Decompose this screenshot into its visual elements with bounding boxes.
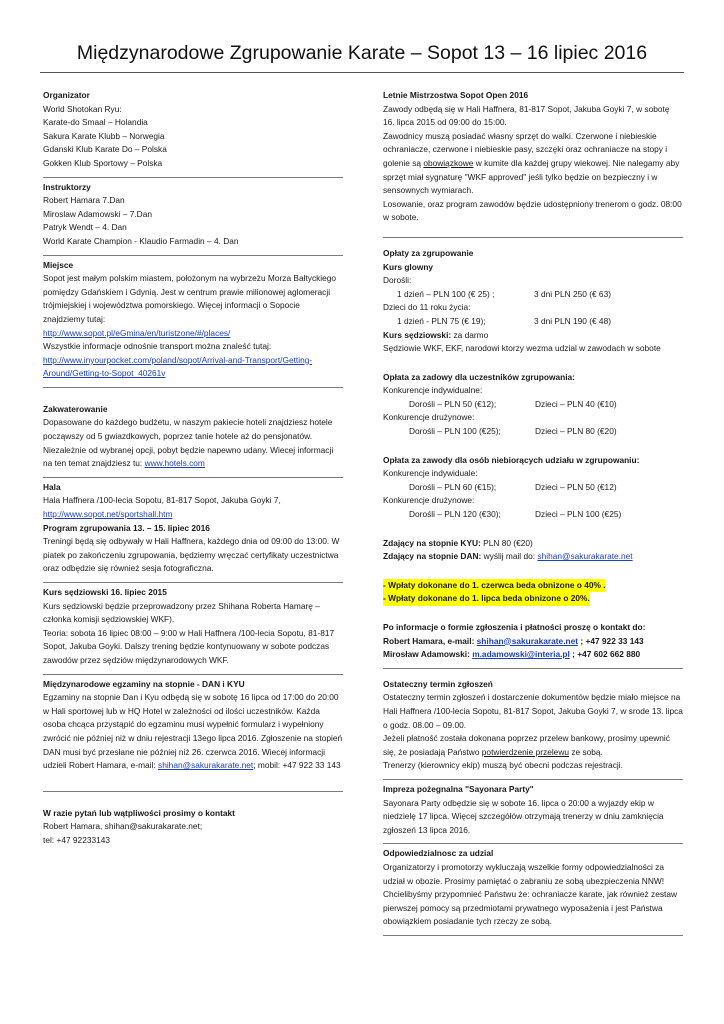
oplata-uczestnicy-heading: Opłata za zadowy dla uczestników zgrupowania: — [383, 371, 575, 382]
miejsce-heading: Miejsce — [43, 259, 74, 270]
kontakt-line: tel: +47 92233143 — [43, 834, 111, 845]
section-odpowiedzialnosc — [383, 844, 683, 936]
ind-dorosli: Dorośli – PLN 60 (€15); — [409, 481, 497, 492]
organizator-line: World Shotokan Ryu: — [43, 103, 122, 114]
sedziowski-value: za darmo — [451, 329, 489, 340]
indywidualne-label: Konkurencje indywidualne: — [383, 385, 483, 396]
adamowski-label: Mirosław Adamowski: — [383, 649, 473, 660]
instruktor-line: Patryk Wendt – 4. Dan — [43, 222, 127, 233]
dzieci-label: Dzieci do 11 roku życia: — [383, 302, 471, 313]
druzynowe-label: Konkurencje drużynowe: — [383, 495, 475, 506]
egzaminy-heading: Międzynarodowe egzaminy na stopnie - DAN i KYU — [43, 678, 245, 689]
section-oplata-uczestnicy — [383, 368, 683, 445]
dorosli-1-day: 1 dzień – PLN 100 (€ 25) ; — [397, 288, 495, 299]
sopot-link[interactable]: http://www.sopot.pl/eGmina/en/turistzone/#/places/ — [43, 327, 231, 338]
program-heading: Program zgrupowania 13. – 15. lipiec 2016 — [43, 522, 210, 533]
druzynowe-prices — [383, 508, 683, 522]
kyu-value: PLN 80 (€20) — [480, 537, 533, 548]
informacje-heading: Po informacje o formie zgłoszenia i płatności proszę o kontakt do: — [383, 622, 646, 632]
hamara-label: Robert Hamara, e-mail: — [383, 635, 477, 646]
sayonara-heading: Impreza pożegnalna "Sayonara Party" — [383, 783, 534, 794]
organizator-line: Karate-do Smaal – Holandia — [43, 117, 148, 128]
dzieci-1-day: 1 dzień - PLN 75 (€ 19); — [397, 315, 486, 326]
kurs-glowny-heading: Kurs glowny — [383, 261, 434, 272]
organizator-line: Sakura Karate Klubb – Norwegia — [43, 130, 165, 141]
mistrzostwa-text-2b: w kumite dla każdej grupy wiekowej. Nie nalegamy aby sprzęt miał sygnaturę "WKF approved" jeśli tylko będzie on bezpieczny i w sensownych wymiarach. — [383, 157, 680, 196]
hala-heading: Hala — [43, 481, 61, 492]
odpowiedzialnosc-heading: Odpowiedzialnosc za udzial — [383, 848, 494, 859]
druz-dorosli: Dorośli – PLN 100 (€25); — [409, 426, 501, 437]
section-zakwaterowanie — [43, 400, 343, 478]
adamowski-phone: ; +47 602 662 880 — [569, 649, 641, 660]
sedziowski-note: Sędziowie WKF, EKF, narodowi ktorzy wezma udzial w zawodach w sobote — [383, 343, 661, 354]
termin-text-1: Ostateczny termin zgłoszeń i dostarczenie dokumentów będzie miało miejsce na Hali Haffnera /100-lecia Sopotu, 81-817 Sopot, Jakuba Goyki 7, w srode 13. lipca o godz. 08.00 – 09.00. — [383, 692, 683, 730]
wplaty-highlight: - Wpłaty dokonane do 1. czerwca beda obnizone o 40% . — [383, 579, 606, 593]
ind-dzieci: Dzieci – PLN 50 (€12) — [535, 481, 617, 492]
dorosli-prices — [383, 288, 683, 302]
druzynowe-label: Konkurencje drużynowe: — [383, 412, 475, 423]
druz-dorosli: Dorośli – PLN 120 (€30); — [409, 509, 501, 520]
potwierdzenie-text: potwierdzenie przelewu — [481, 746, 569, 757]
hamara-email-link[interactable]: shihan@sakurakarate.net — [476, 635, 579, 646]
miejsce-text: Sopot jest małym polskim miastem, położonym na wybrzeżu Morza Bałtyckiego pomiędzy Gdańskiem i Gdynią. Jest w centrum prawie milionowej aglomeracji trójmiejskiej i województwa pomorskiego. Więcej informacji o Sopocie znajdziemy tutaj: — [43, 273, 337, 324]
kurs-text-2: Teoria: sobota 16 lipiec 08:00 – 9:00 w Hali Haffnera /100-lecia Sopotu, 81-817 Sopot, Jakuba Goyki. Dalszy trening będzie kontynuowany w sobote podczas zawodów przez sędziów międzynarodowych WKF. — [43, 627, 335, 665]
section-kurs-sedziowski — [43, 583, 343, 675]
page-title: Międzynarodowe Zgrupowanie Karate – Sopot 13 – 16 lipiec 2016 — [76, 42, 648, 64]
termin-heading: Ostateczny termin zgłoszeń — [383, 678, 493, 689]
druzynowe-prices — [383, 425, 683, 439]
transport-link[interactable]: http://www.inyourpocket.com/poland/sopot/Arrival-and-Transport/Getting-Around/Getting-to-Sopot_40261v — [43, 354, 313, 379]
dorosli-3-days: 3 dni PLN 250 (€ 63) — [534, 288, 611, 299]
oplaty-heading: Opłaty za zgrupowanie — [383, 247, 474, 258]
termin-text-2: Jeżeli płatność została dokonana poprzez przelew bankowy, prosimy upewnić się, że posiadają Państwo — [383, 733, 670, 757]
odpowiedzialnosc-text-1: Organizatorzy i promotorzy wykluczają wszelkie formy odpowiedzialności za udział w obozie. Prosimy pamiętać o zabraniu ze sobą ubezpieczenia NNW! — [383, 861, 665, 886]
dan-email-link[interactable]: shihan@sakurakarate.net — [537, 551, 633, 562]
obowiazkowe-text: obowiązkowe — [423, 157, 474, 168]
sportshall-link[interactable]: http://www.sopot.net/sportshall.htm — [43, 509, 173, 520]
wplaty-highlight: - Wpłaty dokonane do 1. lipca beda obnizone o 20%. — [383, 592, 590, 606]
section-oplata-nieuczestnicy — [383, 451, 683, 528]
section-miejsce — [43, 256, 343, 388]
druz-dzieci: Dzieci – PLN 80 (€20) — [535, 426, 617, 437]
section-egzaminy — [43, 675, 343, 792]
instruktor-line: Robert Hamara 7.Dan — [43, 195, 125, 206]
indywidualne-prices — [383, 398, 683, 412]
mistrzostwa-heading: Letnie Mistrzostwa Sopot Open 2016 — [383, 90, 529, 100]
kurs-text-1: Kurs sędziowski będzie przeprowadzony przez Shihana Roberta Hamarę – członka komisji sędziowskiej WKF). — [43, 600, 320, 625]
transport-text: Wszystkie informacje odnośnie transport można znaleść tutaj: — [43, 341, 272, 352]
dan-label: Zdający na stopnie DAN: — [383, 551, 482, 562]
hotels-link[interactable]: www.hotels.com — [144, 458, 205, 469]
druz-dzieci: Dzieci – PLN 100 (€25) — [535, 509, 622, 520]
oplata-nieuczestnicy-heading: Opłata za zawody dla osób niebiorących udziału w zgrupowaniu: — [383, 454, 640, 465]
sayonara-text: Sayonara Party odbędzie się w sobote 16. lipca o 20:00 a wyjazdy ekip w niedzielę 17 lipca. Więcej szczegółów otrzymają trenerzy w dniu zamknięcia zgłoszeń 13 lipca 2016. — [383, 797, 664, 835]
organizator-line: Gokken Klub Sportowy – Polska — [43, 157, 163, 168]
zakwaterowanie-heading: Zakwaterowanie — [43, 403, 108, 414]
organizator-heading: Organizator — [43, 90, 90, 100]
mistrzostwa-text-1: Zawody odbędą się w Hali Haffnera, 81-817 Sopot, Jakuba Goyki 7, w sobotę 16. lipca 2015 od 09:00 do 15:00. — [383, 103, 670, 128]
section-instruktorzy — [43, 178, 343, 256]
section-kontakt — [43, 804, 343, 854]
adamowski-email-link[interactable]: m.adamowski@interia.pl — [472, 649, 570, 660]
dzieci-prices — [383, 315, 683, 329]
section-hala — [43, 478, 343, 583]
kontakt-line: Robert Hamara, shihan@sakurakarate.net; — [43, 821, 203, 832]
ind-dzieci: Dzieci – PLN 40 (€10) — [535, 398, 617, 409]
kontakt-heading: W razie pytań lub wątpliwości prosimy o kontakt — [43, 807, 235, 818]
sedziowski-label: Kurs sędziowski: — [383, 329, 452, 340]
indywidualne-label: Konkurencje indywiduale: — [383, 468, 478, 479]
title-divider — [40, 72, 684, 73]
right-column — [383, 86, 683, 936]
termin-text-3: Trenerzy (kierownicy ekip) muszą być obecni podczas rejestracji. — [383, 760, 623, 771]
dorosli-label: Dorośli: — [383, 275, 412, 286]
indywidualne-prices — [383, 481, 683, 495]
termin-text-2b: ze sobą. — [569, 746, 603, 757]
section-organizator — [43, 86, 343, 178]
mistrzostwa-text-2: Zawodnicy muszą posiadać własny sprzęt do walki. Czerwone i niebieskie ochraniacze, czerwone i niebieskie pasy, szczęki oraz ochraniacze na stopy i golenie są — [383, 130, 668, 168]
section-termin — [383, 675, 683, 780]
odpowiedzialnosc-text-2: Chcielibyśmy przypomnieć Państwu że: ochraniacze karate, jak również zestaw pierwszej pomocy są przedmiotami prywatnego wyposażenia i jest Państwa obowiązkiem posiadanie tych rzeczy ze sobą. — [383, 889, 678, 927]
zakwaterowanie-text: Dopasowane do każdego budżetu, w naszym pakiecie hoteli znajdziesz hotele począwszy od 5 gwiazdkowych, poprzez tanie hotele aż do pensjonatów. Niezależnie od wybranej opcji, pobyt będzie napewno udany. Wiecej informacji na ten temat znajdziesz tu: — [43, 417, 334, 469]
dan-value: wyślij mail do: — [481, 551, 538, 562]
egzaminy-email-link[interactable]: shihan@sakurakarate.net — [158, 760, 254, 771]
section-mistrzostwa — [383, 86, 683, 238]
instruktor-line: Miroslaw Adamowski – 7.Dan — [43, 208, 152, 219]
egzaminy-mobile: ; mobil: +47 922 33 143 — [253, 760, 341, 771]
egzaminy-text: Egzaminy na stopnie Dan i Kyu odbędą się w sobotę 16 lipca od 17:00 do 20:00 w Hali sportowej lub w HQ Hotel w zależności od ilości uczestników. Każda osoba chcąca przystąpić do egzaminu musi wypełnić formularz i wypełniony zwrócić nie później niż w dniu rejestracji 13ego lipca 2016. Zgłoszenie na stopień DAN musi być przesłane nie później niż 26. czerwca 2016. Wiecej informacji udzieli Robert Hamara, e-mail: — [43, 692, 343, 771]
section-oplaty — [383, 244, 683, 362]
program-text: Treningi będą się odbywały w Hali Haffnera, każdego dnia od 09:00 do 13:00. W piatek po zakończeniu zgrupowania, będziemy wręczać certyfikaty uczestnictwa oraz odbędzie się również sesja fotograficzna. — [43, 536, 340, 574]
section-informacje — [383, 618, 683, 669]
instruktor-line: World Karate Champion - Klaudio Farmadin – 4. Dan — [43, 235, 239, 246]
mistrzostwa-text-3: Losowanie, oraz program zawodów będzie udostępniony trenerom o godz. 08:00 w sobote. — [383, 198, 682, 223]
hala-address: Hala Haffnera /100-lecia Sopotu, 81-817 Sopot, Jakuba Goyki 7, — [43, 495, 281, 506]
dzieci-3-days: 3 dni PLN 190 (€ 48) — [534, 315, 611, 326]
organizator-line: Gdanski Klub Karate Do – Polska — [43, 144, 167, 155]
section-sayonara — [383, 780, 683, 844]
section-stopnie — [383, 534, 683, 570]
ind-dorosli: Dorośli – PLN 50 (€12); — [409, 398, 497, 409]
kurs-heading: Kurs sędziowski 16. lipiec 2015 — [43, 587, 167, 597]
instruktorzy-heading: Instruktorzy — [43, 181, 91, 192]
hamara-phone: ; +47 922 33 143 — [578, 635, 644, 646]
kyu-label: Zdający na stopnie KYU: — [383, 537, 481, 548]
section-wplaty — [383, 576, 683, 612]
left-column — [43, 86, 343, 854]
